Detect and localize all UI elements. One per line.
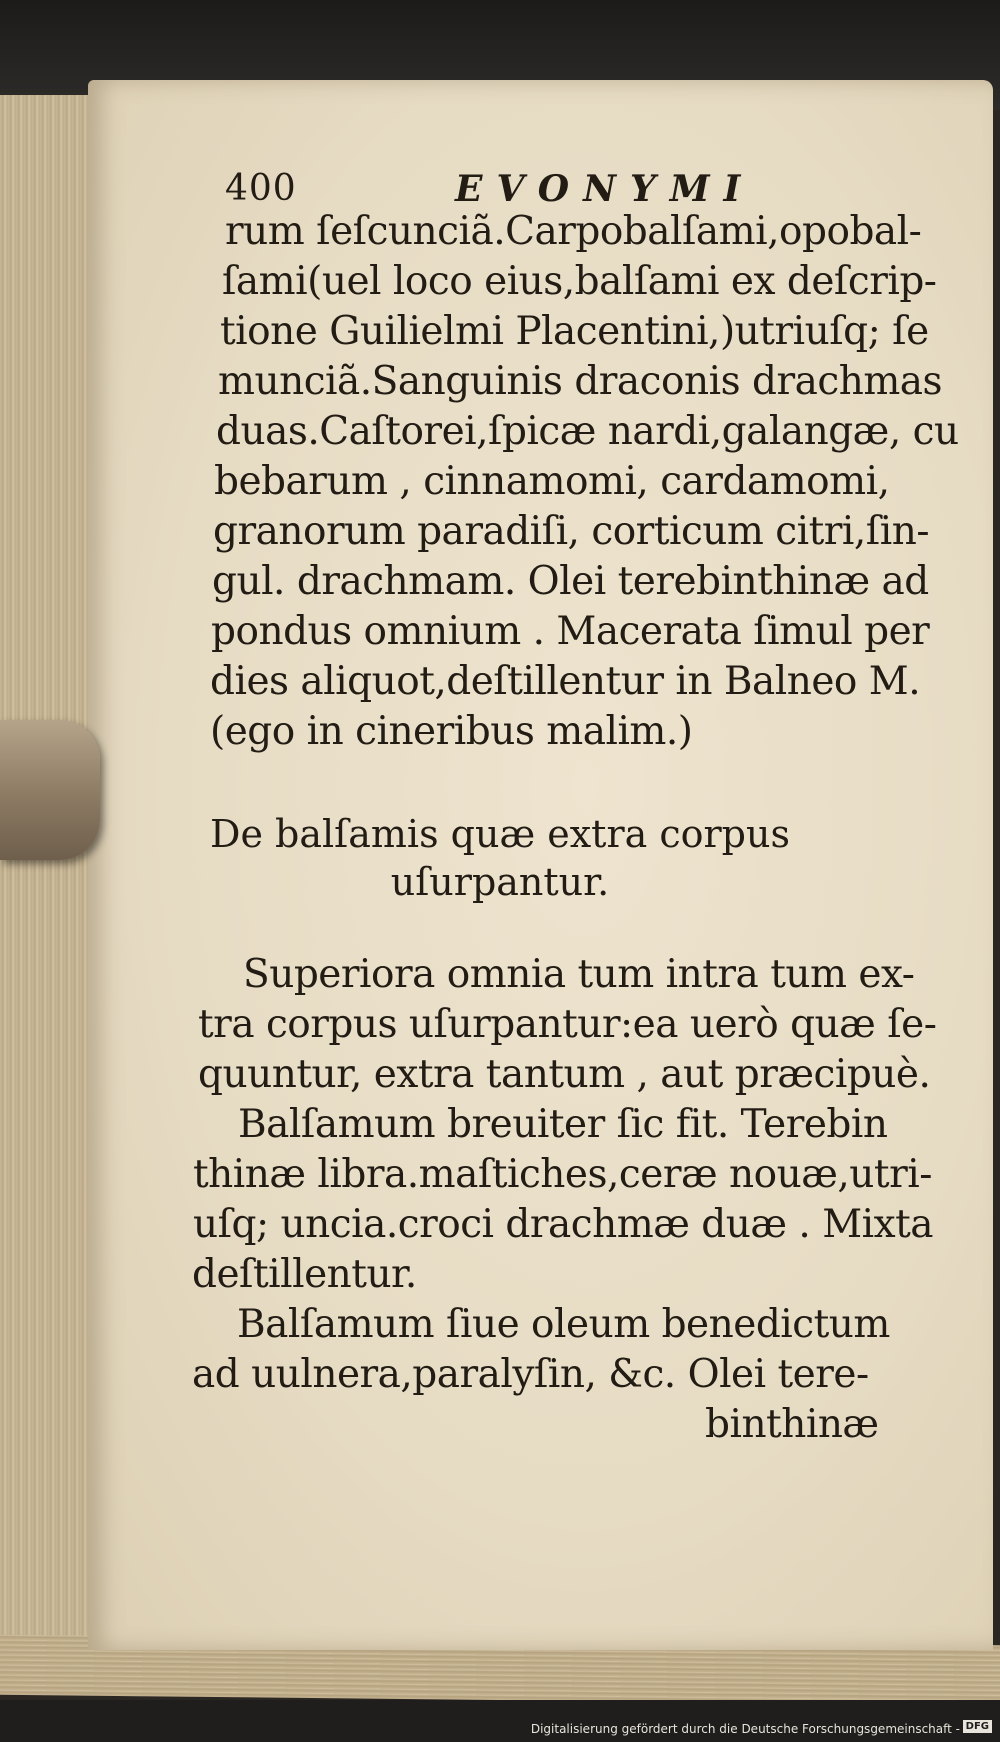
text-line: tra corpus uſurpantur:ea uerò quæ ſe-	[198, 1002, 937, 1047]
text-line: ad uulnera,paralyſin, &c. Olei tere-	[192, 1352, 869, 1397]
section-heading-line: uſurpantur.	[390, 860, 610, 904]
text-line: deſtillentur.	[192, 1252, 417, 1297]
text-line: dies aliquot,deſtillentur in Balneo M.	[210, 659, 921, 704]
text-line: pondus omnium . Macerata ſimul per	[211, 609, 930, 654]
text-line: Balſamum ſiue oleum benedictum	[237, 1302, 890, 1347]
text-line: bebarum , cinnamomi, cardamomi,	[214, 459, 890, 504]
text-line: ſami(uel loco eius,balſami ex deſcrip-	[222, 259, 937, 304]
text-line: thinæ libra.maſtiches,ceræ nouæ,utri-	[193, 1152, 932, 1197]
text-line: Superiora omnia tum intra tum ex-	[243, 952, 915, 997]
text-line: duas.Caſtorei,ſpicæ nardi,galangæ, cu	[216, 409, 959, 454]
text-line: tione Guilielmi Placentini,)utriuſq; ſe	[220, 309, 929, 354]
digitization-credit: Digitalisierung gefördert durch die Deutsche Forschungsgemeinschaft -	[530, 1722, 960, 1736]
text-line: (ego in cineribus malim.)	[210, 709, 693, 754]
section-heading-line: De balſamis quæ extra corpus	[210, 812, 790, 856]
running-title: EVONYMI	[455, 168, 755, 210]
text-line: gul. drachmam. Olei terebinthinæ ad	[212, 559, 929, 604]
text-line: Balſamum breuiter ſic fit. Terebin	[238, 1102, 888, 1147]
text-line: munciã.Sanguinis draconis drachmas	[218, 359, 943, 404]
page-number: 400	[225, 168, 297, 209]
catchword: binthinæ	[705, 1402, 879, 1447]
dfg-logo: DFG	[963, 1720, 992, 1733]
running-header	[225, 168, 755, 210]
text-line: uſq; uncia.croci drachmæ duæ . Mixta	[193, 1202, 934, 1247]
text-line: quuntur, extra tantum , aut præcipuè.	[198, 1052, 931, 1097]
text-line: granorum paradiſi, corticum citri,ſin-	[213, 509, 930, 554]
text-line: rum ſeſcunciã.Carpobalſami,opobal-	[225, 209, 922, 254]
